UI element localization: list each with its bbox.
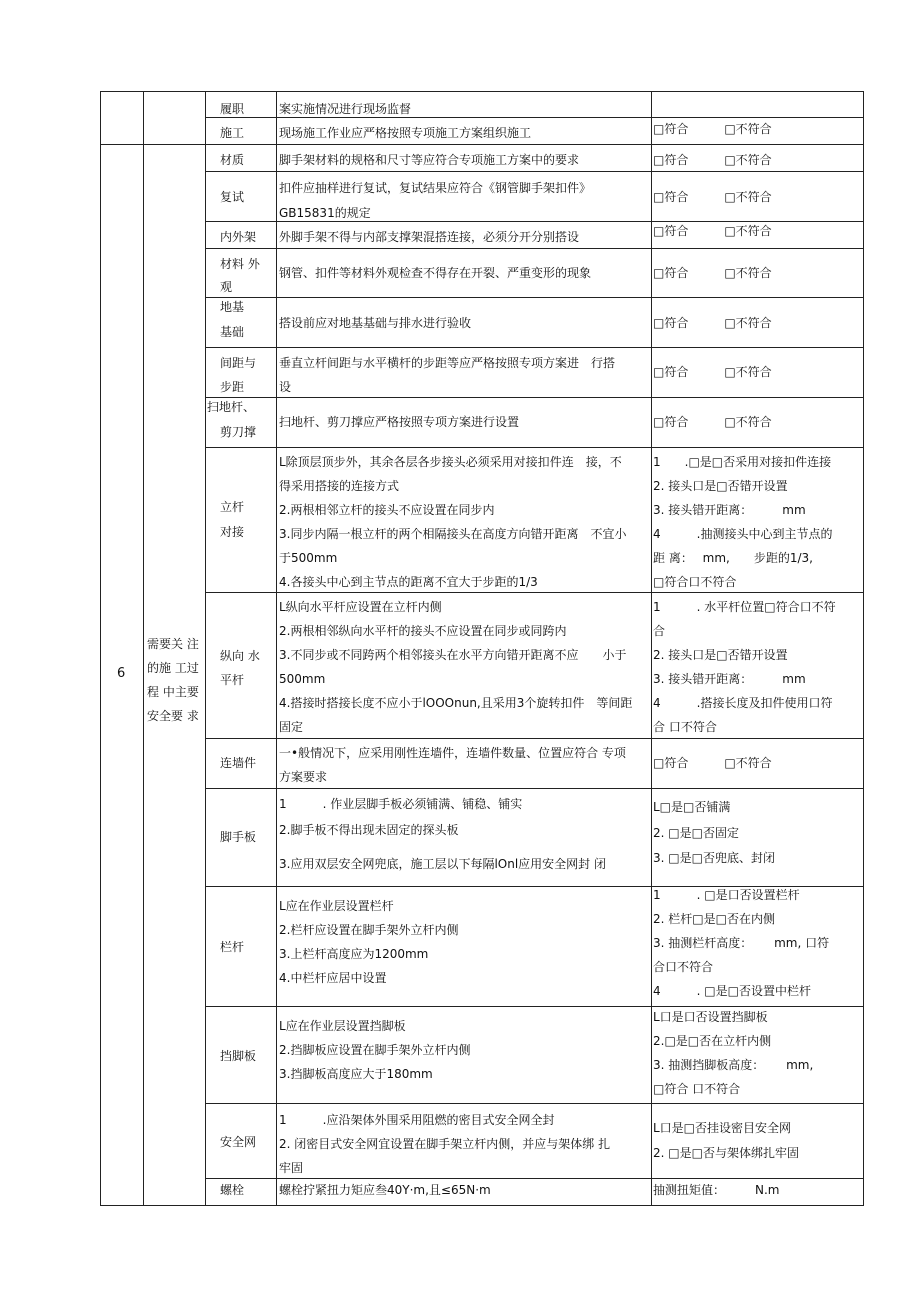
requirement-text: 2. 闭密目式安全网宜设置在脚手架立杆内侧，并应与架体绑 扎 <box>279 1137 611 1151</box>
section-number: 6 <box>117 666 126 681</box>
requirement-text: 于500mm <box>279 551 338 565</box>
check-result: 3. □是□否兜底、封闭 <box>653 851 775 865</box>
table-border-top <box>100 91 864 92</box>
requirement-block <box>279 1014 649 1094</box>
requirement-text: 4.中栏杆应居中设置 <box>279 971 387 985</box>
requirement-text: 2.两根相邻纵向水平杆的接头不应设置在同步或同跨内 <box>279 624 567 638</box>
check-block <box>653 450 862 591</box>
check-result: 4 . □是□否设置中栏杆 <box>653 984 811 998</box>
requirement-text: 2.挡脚板应设置在脚手架外立杆内侧 <box>279 1043 471 1057</box>
requirement-text: 现场施工作业应严格按照专项施工方案组织施工 <box>279 126 532 140</box>
requirement-text: 螺栓拧紧扭力矩应叁40Y·m,且≤65N·m <box>279 1183 491 1197</box>
item-label: 螺栓 <box>220 1183 245 1197</box>
section-title-line: 程 中主要 <box>147 685 199 699</box>
item-label: 内外架 <box>220 230 257 244</box>
row-line <box>205 117 864 118</box>
requirement-text: 3.上栏杆高度应为1200mm <box>279 947 429 961</box>
item-label: 复试 <box>220 190 245 204</box>
requirement-text: 固定 <box>279 720 304 734</box>
requirement-block <box>279 595 649 737</box>
requirement-text: 外脚手架不得与内部支撑架混搭连接，必须分开分别搭设 <box>279 230 580 244</box>
requirement-block <box>279 1108 649 1178</box>
section-title-line: 的施 工过 <box>147 661 199 675</box>
requirement-text: 得采用搭接的连接方式 <box>279 479 400 493</box>
check-result: L口是口否设置挡脚板 <box>653 1010 768 1024</box>
check-result: 合 <box>653 624 666 638</box>
check-result: 合 口不符合 <box>653 720 717 734</box>
item-label: 连墙件 <box>220 756 257 770</box>
requirement-text: 方案要求 <box>279 770 328 784</box>
row-line <box>205 347 864 348</box>
check-result: □符合 □不符合 <box>653 756 772 770</box>
row-line <box>205 788 864 789</box>
check-result: 2. 接头口是□否错开设置 <box>653 479 788 493</box>
requirement-text: 2.两根相邻立杆的接头不应设置在同步内 <box>279 503 495 517</box>
requirement-text: 3.应用双层安全网兜底，施工层以下每隔lOnl应用安全网封 闭 <box>279 857 606 871</box>
check-result: □符合 □不符合 <box>653 365 772 379</box>
requirement-text: 3.同步内隔一根立杆的两个相隔接头在高度方向错开距离 不宜小 <box>279 527 627 541</box>
item-label: 履职 <box>220 102 245 116</box>
check-result: □符合 □不符合 <box>653 190 772 204</box>
check-result: □符合 □不符合 <box>653 153 772 167</box>
row-line <box>205 592 864 593</box>
requirement-text: 2.栏杆应设置在脚手架外立杆内侧 <box>279 923 459 937</box>
requirement-text: 4.搭接时搭接长度不应小于lOOOnun,且采用3个旋转扣件 等间距 <box>279 696 633 710</box>
requirement-text: 2.脚手板不得出现未固定的探头板 <box>279 823 459 837</box>
item-label: 脚手板 <box>220 830 257 844</box>
item-label: 地基 <box>220 300 245 314</box>
requirement-text: GB15831的规定 <box>279 206 371 220</box>
requirement-text: L应在作业层设置栏杆 <box>279 899 394 913</box>
check-block <box>653 1005 862 1102</box>
check-result: 2.□是□否在立杆内侧 <box>653 1034 772 1048</box>
check-result: □符合 口不符合 <box>653 1082 741 1096</box>
item-label: 挡脚板 <box>220 1049 257 1063</box>
check-result: 3. 接头错开距离： mm <box>653 672 806 686</box>
item-label: 立杆 <box>220 500 245 514</box>
requirement-text: 1 .应沿架体外围采用阻燃的密目式安全网全封 <box>279 1113 555 1127</box>
check-result: L口是□否挂设密目安全网 <box>653 1121 792 1135</box>
col-divider-1 <box>143 91 144 1205</box>
check-result: □符合 □不符合 <box>653 224 772 238</box>
item-label: 观 <box>220 280 233 294</box>
check-result: 3. 抽测挡脚板高度： mm, <box>653 1058 814 1072</box>
row-line <box>205 738 864 739</box>
check-result: 4 .搭接长度及扣件使用口符 <box>653 696 833 710</box>
check-result: 抽测扭矩值： N.m <box>653 1183 780 1197</box>
requirement-text: 4.各接头中心到主节点的距离不宜大于步距的1/3 <box>279 575 538 589</box>
requirement-text: 脚手架材料的规格和尺寸等应符合专项施工方案中的要求 <box>279 153 580 167</box>
requirement-text: 牢固 <box>279 1161 304 1175</box>
requirement-text: 一•般情况下，应采用刚性连墙件，连墙件数量、位置应符合 专项 <box>279 746 626 760</box>
item-label: 间距与 <box>220 356 257 370</box>
check-result: 1 .□是□否采用对接扣件连接 <box>653 455 832 469</box>
requirement-text: 扫地杆、剪刀撑应严格按照专项方案进行设置 <box>279 415 520 429</box>
item-label: 步距 <box>220 380 245 394</box>
item-label: 平杆 <box>220 673 245 687</box>
check-result: 距 离： mm, 步距的1/3, <box>653 551 813 565</box>
row-line <box>205 297 864 298</box>
check-result: 3. 接头错开距离： mm <box>653 503 806 517</box>
col-divider-4 <box>651 91 652 1205</box>
check-result: L□是□否铺满 <box>653 800 731 814</box>
check-result: □符合 □不符合 <box>653 122 772 136</box>
table-border-bottom <box>100 1205 864 1206</box>
section-title-line: 需要关 注 <box>147 637 199 651</box>
row-line <box>205 221 864 222</box>
requirement-text: 1 . 作业层脚手板必须铺满、铺稳、铺实 <box>279 797 523 811</box>
check-result: □符合口不符合 <box>653 575 737 589</box>
check-result: 4 .抽测接头中心到主节点的 <box>653 527 833 541</box>
item-label: 剪刀撑 <box>220 425 257 439</box>
item-label: 栏杆 <box>220 940 245 954</box>
check-result: 2. □是□否与架体绑扎牢固 <box>653 1146 799 1160</box>
check-result: 2. □是□否固定 <box>653 826 739 840</box>
row-line <box>205 248 864 249</box>
item-label: 施工 <box>220 126 245 140</box>
item-label: 材质 <box>220 153 245 167</box>
check-block <box>653 883 862 1005</box>
row-line <box>205 171 864 172</box>
item-label: 基础 <box>220 325 245 339</box>
requirement-text: 扣件应抽样进行复试，复试结果应符合《钢管脚手架扣件》 <box>279 181 592 195</box>
check-result: 1 . □是口否设置栏杆 <box>653 888 800 902</box>
table-border-right <box>863 91 864 1205</box>
requirement-text: 3.不同步或不同跨两个相邻接头在水平方向错开距离不应 小于 <box>279 648 627 662</box>
row-line <box>205 1103 864 1104</box>
table-border-left <box>100 91 101 1205</box>
row-line <box>205 447 864 448</box>
check-result: 2. 栏杆□是□否在内侧 <box>653 912 775 926</box>
check-result: 3. 抽测栏杆高度： mm, 口符 <box>653 936 830 950</box>
requirement-block <box>279 450 649 591</box>
requirement-text: 500mm <box>279 672 326 686</box>
check-result: 合口不符合 <box>653 960 714 974</box>
requirement-text: 设 <box>279 380 292 394</box>
requirement-text: 垂直立杆间距与水平横杆的步距等应严格按照专项方案进 行搭 <box>279 356 616 370</box>
item-label: 材料 外 <box>220 257 260 271</box>
check-result: 2. 接头口是□否错开设置 <box>653 648 788 662</box>
section-title-line: 安全要 求 <box>147 709 199 723</box>
check-result: □符合 □不符合 <box>653 266 772 280</box>
requirement-text: 钢管、扣件等材料外观检查不得存在开裂、严重变形的现象 <box>279 266 592 280</box>
requirement-text: 3.挡脚板高度应大于180mm <box>279 1067 433 1081</box>
requirement-text: L纵向水平杆应设置在立杆内侧 <box>279 600 442 614</box>
col-divider-3 <box>276 91 277 1205</box>
requirement-text: 案实施情况进行现场监督 <box>279 102 412 116</box>
item-label: 纵向 水 <box>220 649 260 663</box>
item-label: 安全网 <box>220 1135 257 1149</box>
requirement-text: L应在作业层设置挡脚板 <box>279 1019 406 1033</box>
check-block <box>653 595 862 737</box>
row-line <box>205 1178 864 1179</box>
row-line <box>205 397 864 398</box>
requirement-text: L除顶层顶步外，其余各层各步接头必须采用对接扣件连 接，不 <box>279 455 622 469</box>
check-result: □符合 □不符合 <box>653 316 772 330</box>
item-label: 扫地杆、 <box>207 400 256 414</box>
col-divider-2 <box>205 91 206 1205</box>
section-divider <box>100 144 864 145</box>
requirement-text: 搭设前应对地基基础与排水进行验收 <box>279 316 472 330</box>
item-label: 对接 <box>220 525 245 539</box>
requirement-block <box>279 894 649 994</box>
check-result: □符合 □不符合 <box>653 415 772 429</box>
check-result: 1 . 水平杆位置□符合口不符 <box>653 600 836 614</box>
